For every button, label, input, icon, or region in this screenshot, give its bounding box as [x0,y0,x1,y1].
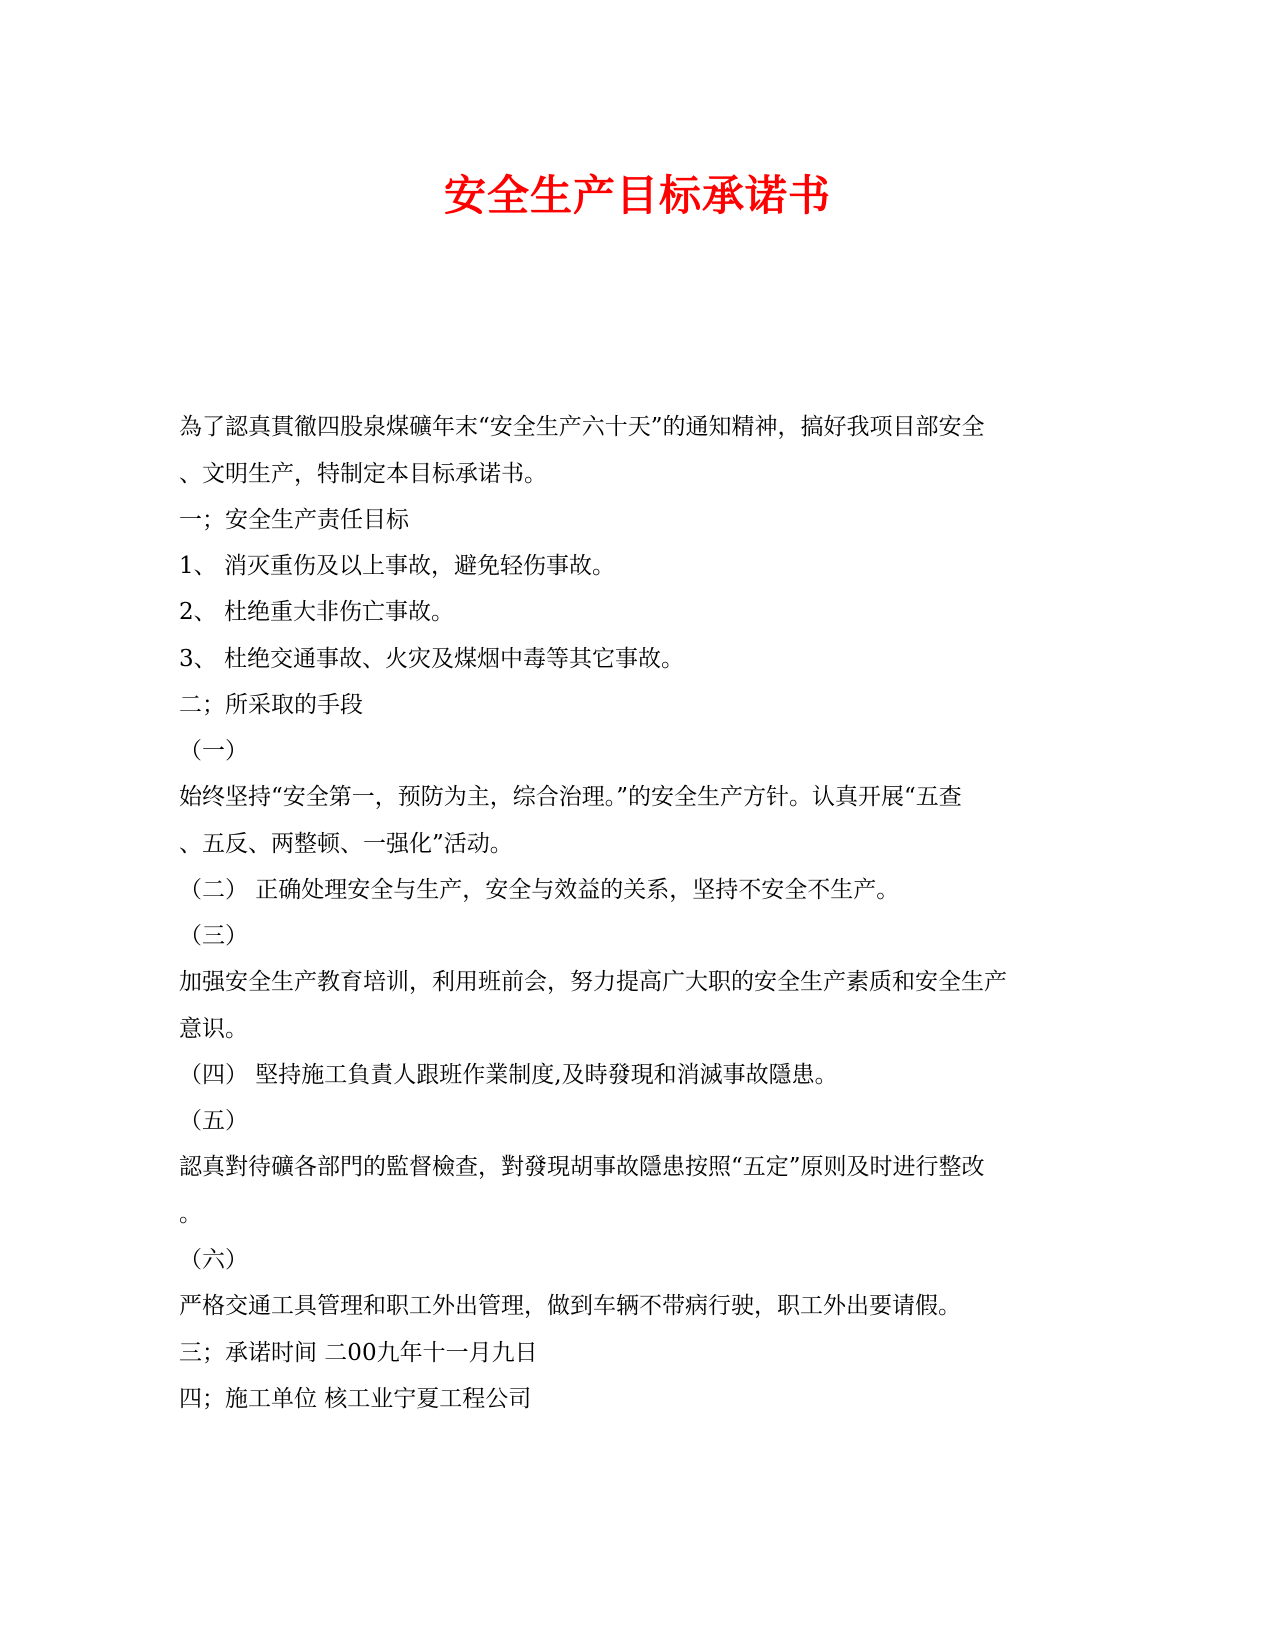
intro-line-2: 、文明生产，特制定本目标承诺书。 [179,461,547,487]
subsection-6-text: 严格交通工具管理和职工外出管理，做到车辆不带病行驶，职工外出要请假。 [179,1293,961,1319]
construction-unit-line: 四；施工单位 核工业宁夏工程公司 [179,1386,532,1412]
subsection-5-text-line-1: 認真對待礦各部門的監督檢查，對發現胡事故隱患按照“五定”原则及时进行整改 [179,1154,985,1180]
list-item-2: 2、 杜绝重大非伤亡事故。 [179,599,454,625]
subsection-1-text-line-1: 始终坚持“安全第一，预防为主，综合治理。”的安全生产方针。认真开展“五查 [179,784,962,810]
section-heading-1: 一；安全生产责任目标 [179,507,409,533]
intro-line-1: 為了認真貫徹四股泉煤礦年末“安全生产六十天”的通知精神，搞好我项目部安全 [179,414,985,440]
list-item-1: 1、 消灭重伤及以上事故，避免轻伤事故。 [179,553,615,579]
subsection-marker-1: （一） [179,738,248,764]
subsection-5-text-line-2: 。 [179,1201,202,1227]
subsection-4-text: （四） 堅持施工負責人跟班作業制度,及時發現和消滅事故隱患。 [179,1062,838,1088]
subsection-3-text-line-1: 加强安全生产教育培训，利用班前会，努力提高广大职的安全生产素质和安全生产 [179,969,1007,995]
subsection-1-text-line-2: 、五反、两整顿、一强化”活动。 [179,831,513,857]
document-title: 安全生产目标承诺书 [443,171,831,220]
subsection-3-text-line-2: 意识。 [179,1016,248,1042]
commitment-date-line: 三；承诺时间 二00九年十一月九日 [179,1340,538,1366]
section-heading-2: 二；所采取的手段 [179,692,363,718]
subsection-marker-3: （三） [179,923,248,949]
subsection-marker-6: （六） [179,1247,248,1273]
list-item-3: 3、 杜绝交通事故、火灾及煤烟中毒等其它事故。 [179,646,684,672]
subsection-2-text: （二） 正确处理安全与生产，安全与效益的关系，坚持不安全不生产。 [179,877,900,903]
subsection-marker-5: （五） [179,1108,248,1134]
